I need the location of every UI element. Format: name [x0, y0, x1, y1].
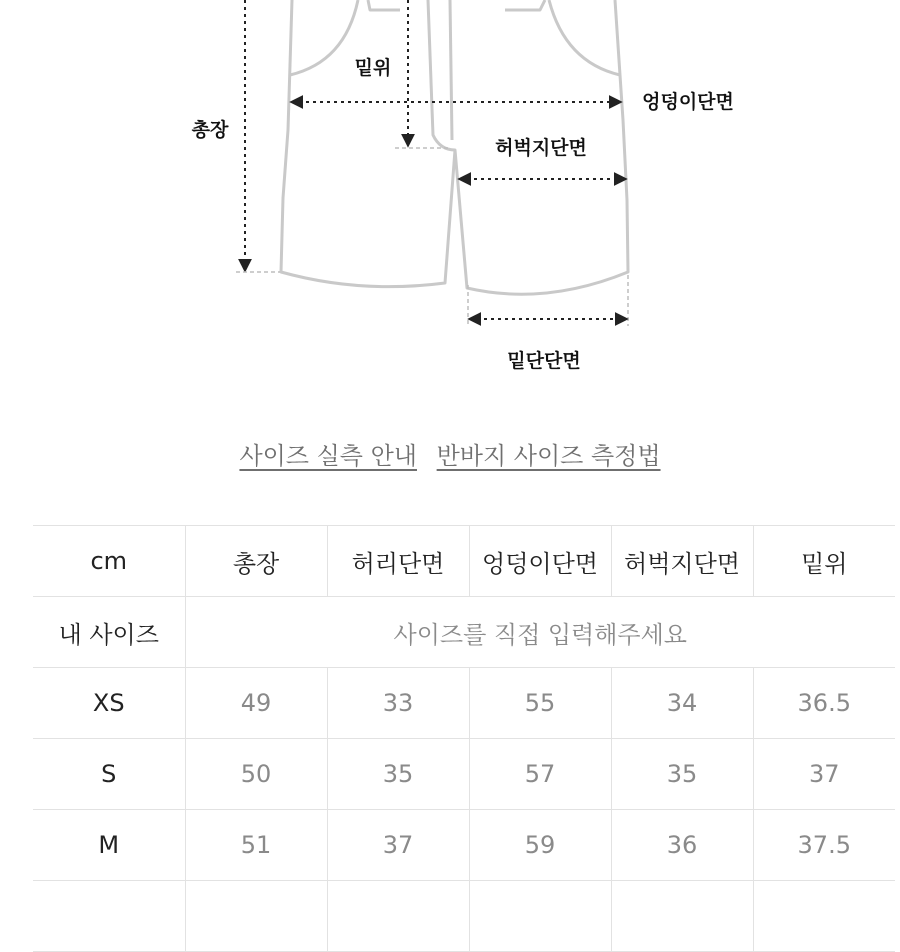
table-cell: 49 — [185, 668, 327, 739]
table-cell: 33 — [327, 668, 469, 739]
rise-label: 밑위 — [354, 57, 392, 79]
table-cell — [185, 881, 327, 952]
hip-label: 엉덩이단면 — [642, 91, 734, 113]
table-cell: 51 — [185, 810, 327, 881]
total-length-label: 총장 — [191, 119, 229, 141]
table-cell — [611, 881, 753, 952]
my-size-input[interactable]: 사이즈를 직접 입력해주세요 — [185, 597, 895, 668]
table-cell: 36 — [611, 810, 753, 881]
size-table — [33, 525, 895, 952]
size-guide-link[interactable]: 사이즈 실측 안내 — [239, 442, 417, 470]
size-label: M — [33, 810, 185, 881]
table-cell: 35 — [327, 739, 469, 810]
table-cell: 37 — [327, 810, 469, 881]
table-cell — [33, 881, 185, 952]
table-cell: 37 — [753, 739, 895, 810]
my-size-label: 내 사이즈 — [33, 597, 185, 668]
table-row-partial — [33, 881, 895, 952]
table-cell: 37.5 — [753, 810, 895, 881]
hip-measure — [292, 90, 734, 113]
hem-label: 밑단단면 — [507, 350, 581, 372]
size-label: S — [33, 739, 185, 810]
table-cell: 34 — [611, 668, 753, 739]
header-thigh: 허벅지단면 — [611, 526, 753, 597]
thigh-label: 허벅지단면 — [495, 137, 587, 159]
table-cell: 50 — [185, 739, 327, 810]
guide-links — [0, 436, 900, 471]
table-row — [33, 668, 895, 739]
table-row — [33, 810, 895, 881]
thigh-measure — [460, 136, 625, 179]
my-size-row — [33, 597, 895, 668]
table-cell: 59 — [469, 810, 611, 881]
table-cell: 35 — [611, 739, 753, 810]
table-cell: 36.5 — [753, 668, 895, 739]
table-cell — [327, 881, 469, 952]
header-hip: 엉덩이단면 — [469, 526, 611, 597]
table-cell — [753, 881, 895, 952]
shorts-measurement-diagram — [0, 0, 900, 410]
header-total-length: 총장 — [185, 526, 327, 597]
measure-method-link[interactable]: 반바지 사이즈 측정법 — [436, 442, 661, 470]
header-rise: 밑위 — [753, 526, 895, 597]
rise-measure — [355, 0, 450, 148]
table-cell — [469, 881, 611, 952]
table-header-row — [33, 526, 895, 597]
header-unit: cm — [33, 526, 185, 597]
table-cell: 55 — [469, 668, 611, 739]
size-label: XS — [33, 668, 185, 739]
total-length-measure — [192, 0, 280, 272]
header-waist: 허리단면 — [327, 526, 469, 597]
table-row — [33, 739, 895, 810]
hem-measure — [468, 275, 628, 372]
table-cell: 57 — [469, 739, 611, 810]
